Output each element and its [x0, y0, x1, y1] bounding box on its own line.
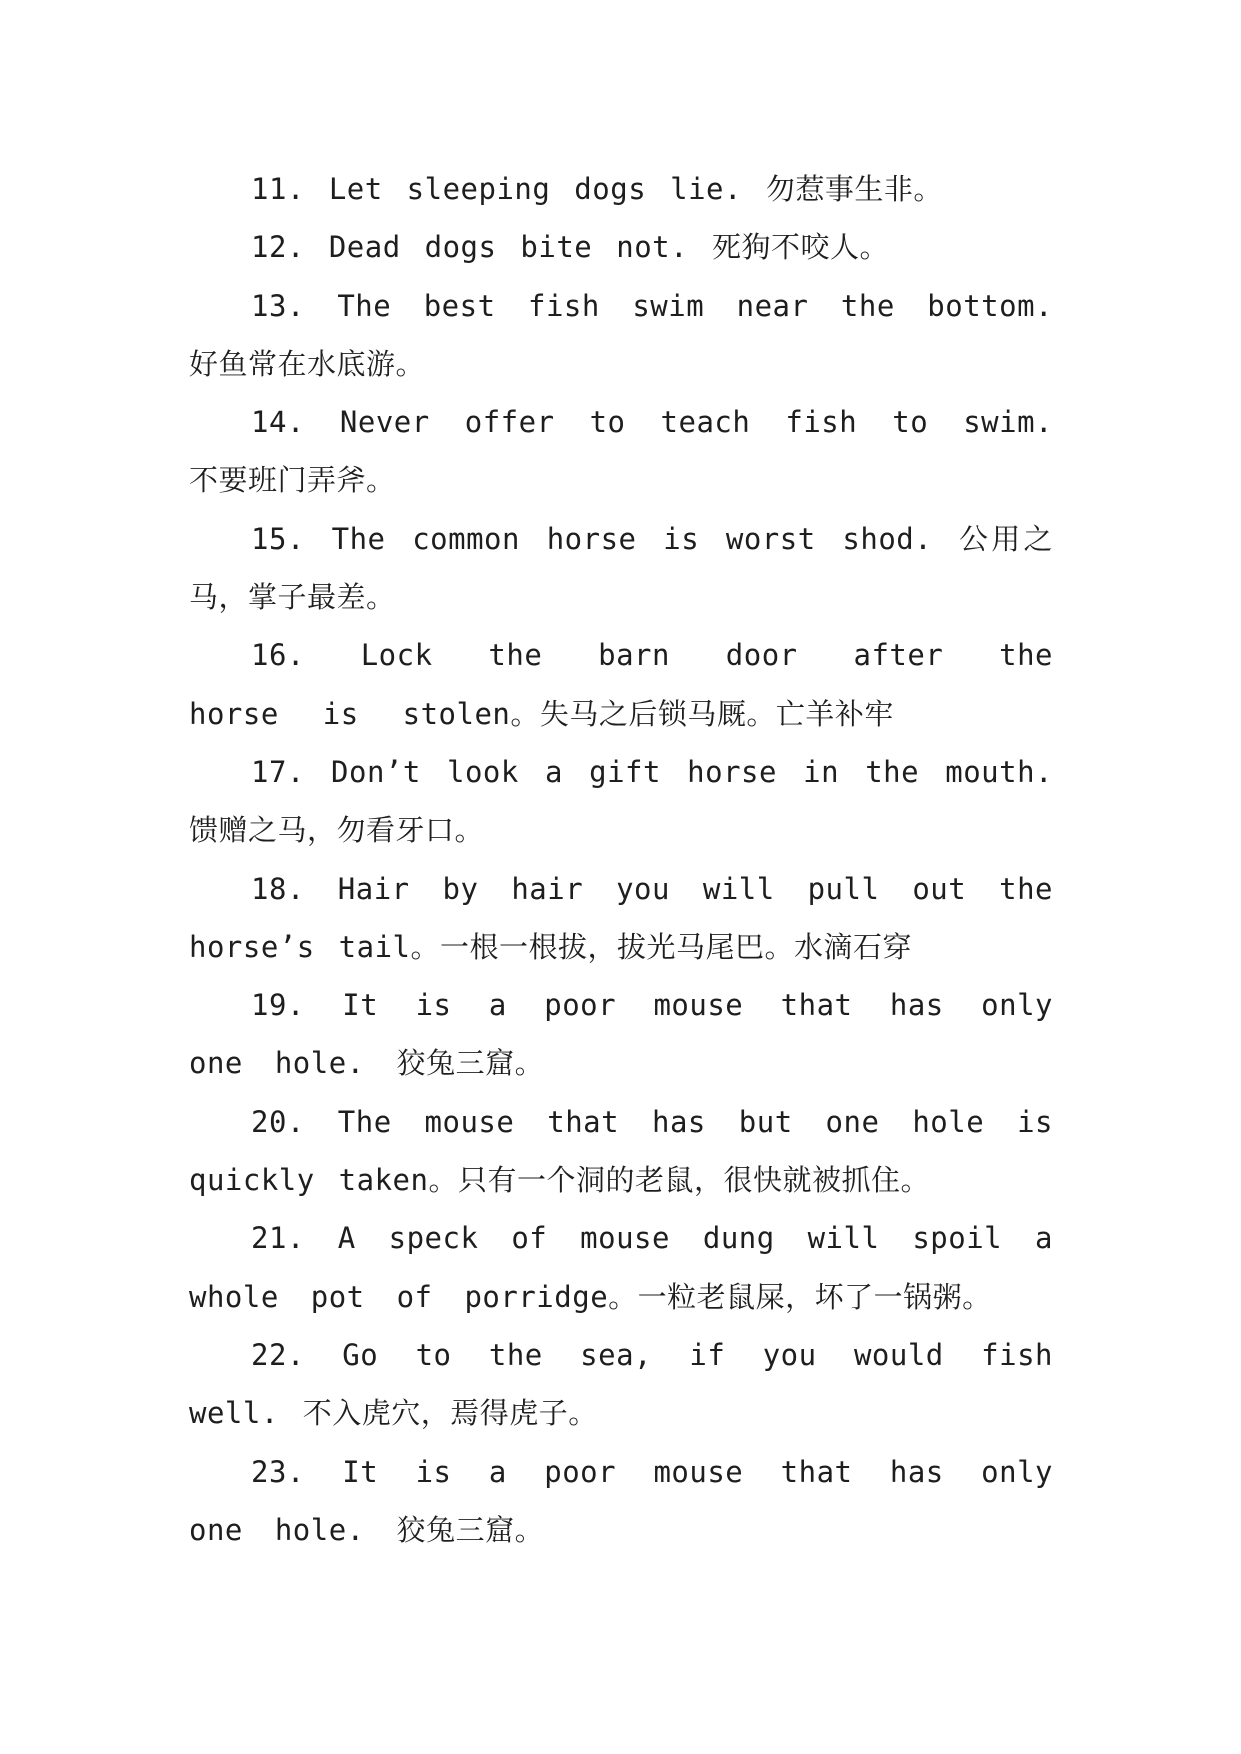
proverb-20: 20. The mouse that has but one hole is quickly taken。只有一个洞的老鼠，很快就被抓住。	[189, 1104, 1053, 1198]
proverb-11: 11. Let sleeping dogs lie. 勿惹事生非。	[251, 172, 943, 206]
proverb-14: 14. Never offer to teach fish to swim. 不要班门弄斧。	[189, 405, 1053, 498]
proverb-19: 19. It is a poor mouse that has only one hole. 狡兔三窟。	[189, 988, 1053, 1081]
proverb-18: 18. Hair by hair you will pull out the horse’s tail。一根一根拔，拔光马尾巴。水滴石穿	[189, 871, 1053, 964]
proverb-23: 23. It is a poor mouse that has only one hole. 狡兔三窟。	[189, 1454, 1053, 1547]
proverb-12: 12. Dead dogs bite not. 死狗不咬人。	[251, 230, 890, 265]
proverb-21: 21. A speck of mouse dung will spoil a whole pot of porridge。一粒老鼠屎，坏了一锅粥。	[189, 1221, 1053, 1314]
proverb-16: 16. Lock the barn door after the horse is stolen。失马之后锁马厩。亡羊补牢	[189, 638, 1053, 731]
proverb-13: 13. The best fish swim near the bottom. 好鱼常在水底游。	[189, 288, 1053, 381]
proverb-list	[189, 160, 1053, 1559]
proverb-15: 15. The common horse is worst shod. 公用之马，掌子最差。	[189, 521, 1053, 615]
proverb-17: 17. Don’t look a gift horse in the mouth. 馈赠之马，勿看牙口。	[189, 754, 1053, 848]
proverb-22: 22. Go to the sea, if you would fish well. 不入虎穴，焉得虎子。	[189, 1337, 1053, 1431]
